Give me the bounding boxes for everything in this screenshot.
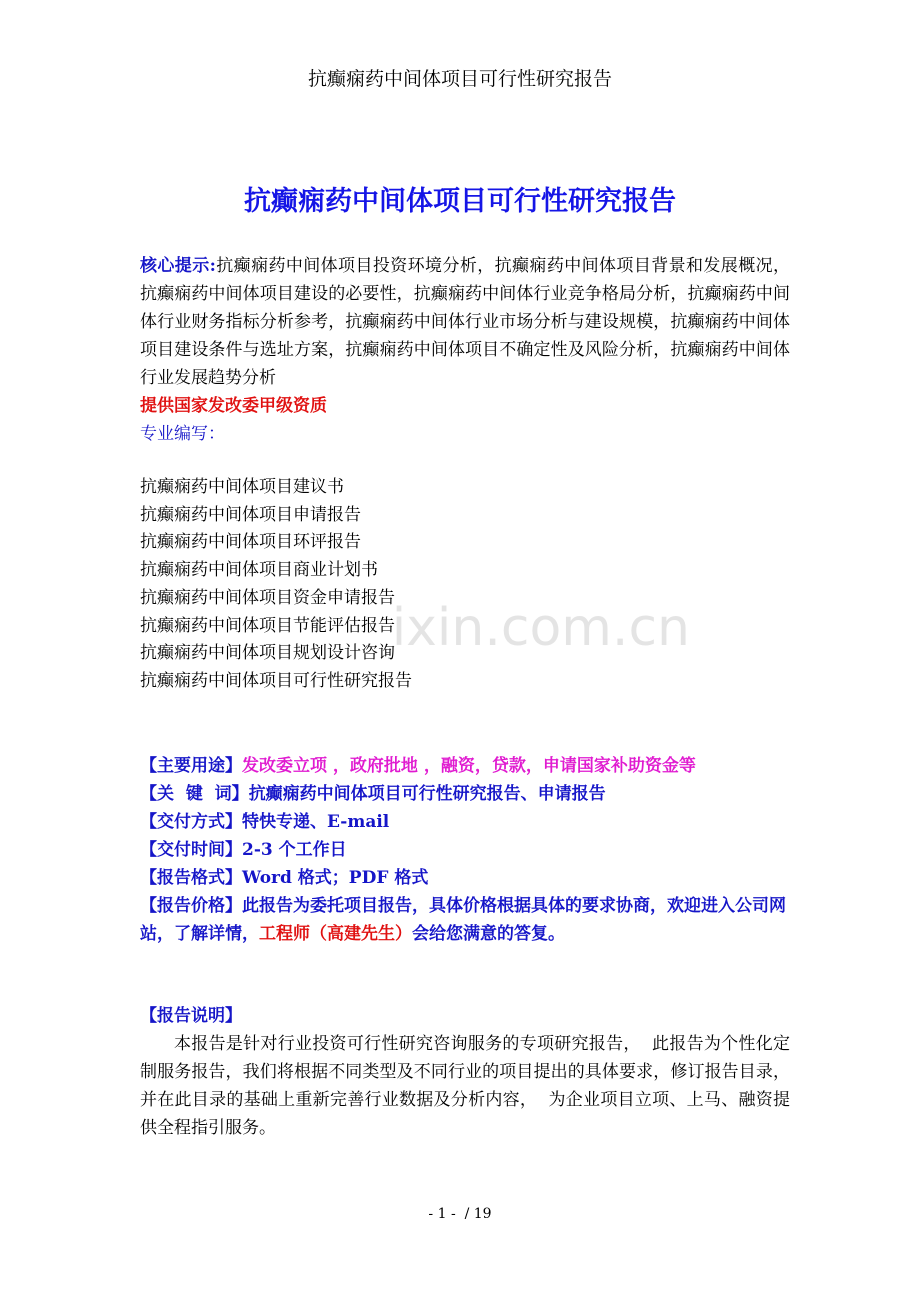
report-type-item: 抗癫痫药中间体项目建议书 [140, 477, 344, 497]
core-summary [140, 252, 790, 392]
running-header: 抗癫痫药中间体项目可行性研究报告 [307, 68, 612, 90]
summary-label: 核心提示: [140, 256, 216, 276]
info-format-value: Word 格式；PDF 格式 [242, 868, 429, 888]
info-price-key: 【报告价格】 [140, 896, 242, 916]
info-keywords [140, 780, 790, 808]
info-price-value-end: 会给您满意的答复。 [412, 924, 565, 944]
info-keywords-value: 抗癫痫药中间体项目可行性研究报告、申请报告 [248, 784, 606, 804]
watermark: ixin.com.cn [391, 598, 690, 658]
report-type-item: 抗癫痫药中间体项目申请报告 [140, 504, 361, 525]
info-delivery-value: 特快专递、E-mail [242, 812, 390, 832]
summary-text: 抗癫痫药中间体项目投资环境分析，抗癫痫药中间体项目背景和发展概况，抗癫痫药中间体项目建设的必要性，抗癫痫药中间体行业竞争格局分析，抗癫痫药中间体行业财务指标分析参考，抗癫痫药中间体行业市场分析与建设规模，抗癫痫药中间体项目建设条件与选址方案，抗癫痫药中间体项目不确定性及风险分析，抗癫痫药中间体行业发展趋势分析 [140, 256, 791, 388]
info-time [140, 836, 790, 864]
description-body: 本报告是针对行业投资可行性研究咨询服务的专项研究报告， 此报告为个性化定制服务报告，我们将根据不同类型及不同行业的项目提出的具体要求，修订报告目录， 并在此目录的基础上重新完善行业数据及分析内容， 为企业项目立项、上马、融资提供全程指引服务。 [140, 1034, 801, 1138]
report-type-item: 抗癫痫药中间体项目商业计划书 [140, 560, 378, 581]
report-type-item: 抗癫痫药中间体项目节能评估报告 [140, 615, 395, 636]
report-description [140, 1002, 801, 1142]
report-type-item: 抗癫痫药中间体项目资金申请报告 [140, 587, 395, 608]
report-type-item: 抗癫痫药中间体项目环评报告 [140, 532, 361, 553]
info-format-key: 【报告格式】 [140, 868, 242, 888]
report-info-block [140, 752, 790, 948]
info-delivery-key: 【交付方式】 [140, 812, 242, 832]
info-usage [140, 752, 790, 780]
info-price-engineer: 工程师（高建先生） [259, 924, 412, 944]
page-indicator: - 1 - / 19 [428, 1206, 492, 1222]
report-type-item: 抗癫痫药中间体项目可行性研究报告 [140, 670, 412, 691]
info-time-key: 【交付时间】 [140, 840, 242, 860]
qualification-note: 提供国家发改委甲级资质 [140, 396, 327, 416]
info-delivery [140, 808, 790, 836]
document-title: 抗癫痫药中间体项目可行性研究报告 [244, 186, 676, 217]
info-keywords-key: 【关 键 词】 [140, 784, 249, 804]
info-usage-value: 发改委立项 ，政府批地 ，融资，贷款，申请国家补助资金等 [242, 756, 696, 776]
report-type-item: 抗癫痫药中间体项目规划设计咨询 [140, 643, 395, 664]
report-type-list [140, 474, 412, 696]
info-price [140, 892, 790, 948]
info-time-value: 2-3 个工作日 [242, 840, 347, 860]
info-format [140, 864, 790, 892]
info-usage-key: 【主要用途】 [140, 756, 242, 776]
description-heading: 【报告说明】 [140, 1006, 242, 1026]
written-by-label: 专业编写： [140, 424, 225, 444]
info-price-value: 此报告为委托项目报告，具体价格根据具体的要求协商，欢迎进入公司网站，了解详情， [140, 896, 786, 944]
